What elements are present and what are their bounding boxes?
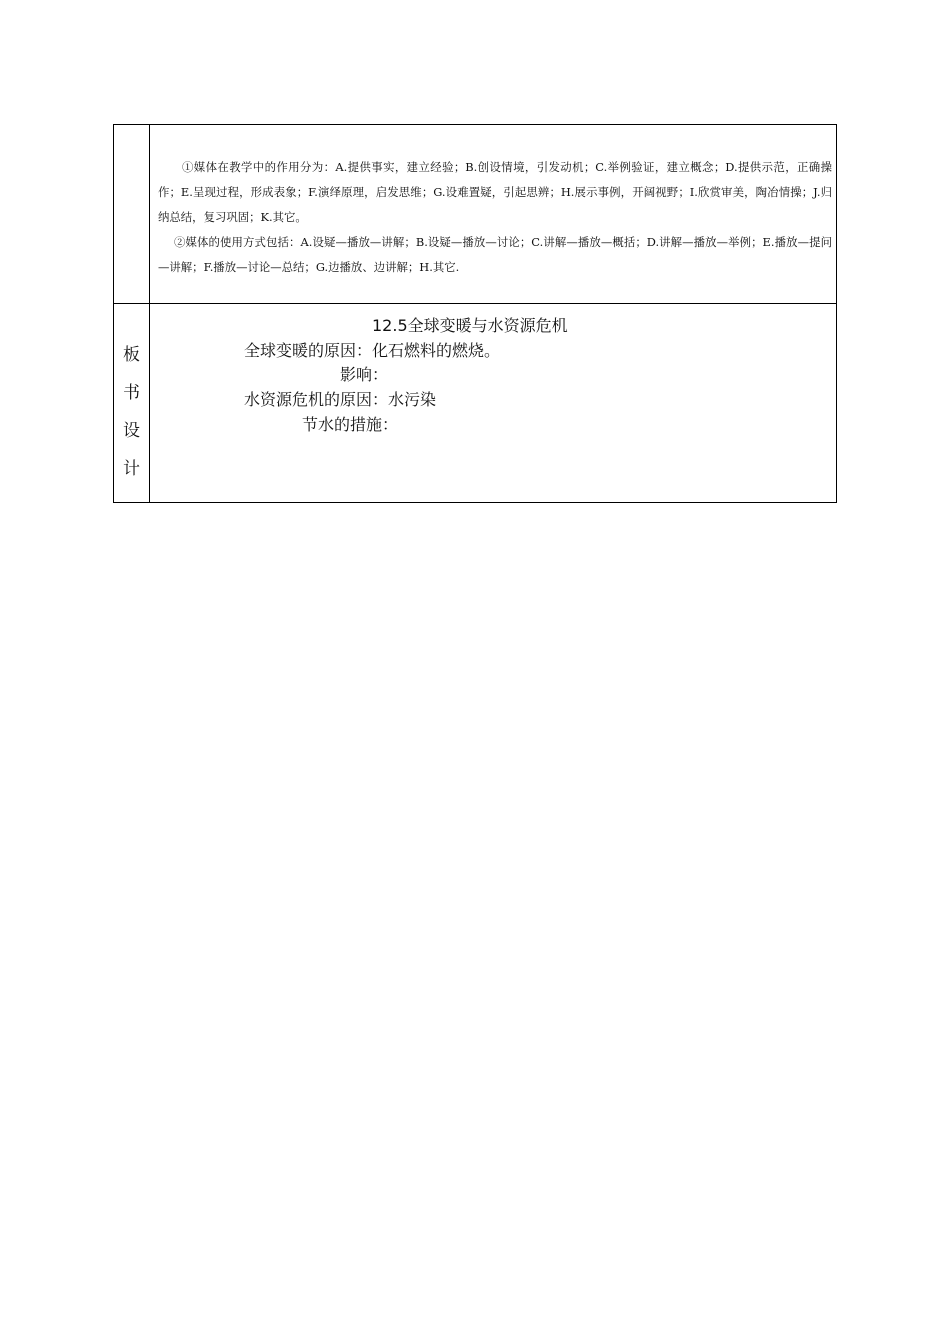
row-divider	[114, 303, 836, 304]
label-char-1: 板	[123, 345, 140, 365]
media-role-paragraph: ①媒体在教学中的作用分为：A.提供事实，建立经验；B.创设情境，引发动机；C.举例验证，建立概念；D.提供示范，正确操作；E.呈现过程，形成表象；F.演绎原理，启发思维；G.设难置疑，引起思辨；H.展示事例，开阔视野；I.欣赏审美，陶冶情操；J.归纳总结，复习巩固；K.其它。	[158, 160, 832, 224]
label-char-2: 书	[123, 383, 140, 403]
board-impact: 影响：	[340, 365, 389, 384]
label-char-4: 计	[123, 459, 140, 479]
column-divider	[149, 125, 150, 502]
board-water-saving: 节水的措施：	[302, 415, 399, 434]
label-char-3: 设	[123, 421, 140, 441]
board-design-label	[114, 304, 149, 502]
media-usage-cell	[158, 155, 832, 280]
media-method-paragraph: ②媒体的使用方式包括：A.设疑—播放—讲解；B.设疑—播放—讨论；C.讲解—播放—概括；D.讲解—播放—举例；E.播放—提问—讲解；F.播放—讨论—总结；G.边播放、边讲解；H.其它.	[158, 235, 832, 274]
board-title: 12.5全球变暖与水资源危机	[372, 316, 568, 335]
board-water-crisis-cause: 水资源危机的原因：水污染	[244, 390, 437, 409]
lesson-table	[113, 124, 837, 503]
board-warming-cause: 全球变暖的原因：化石燃料的燃烧。	[244, 341, 501, 360]
